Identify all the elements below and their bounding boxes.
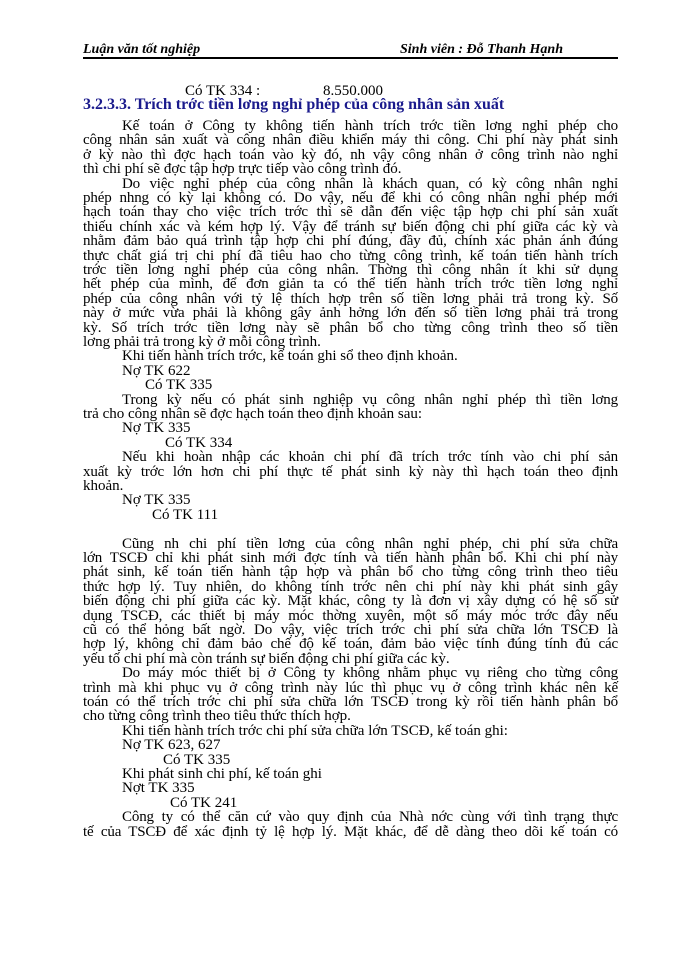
debit-entry: Nợ TK 335 bbox=[122, 420, 191, 437]
text-line: Do việc nghỉ phép của công nhân là khách quan, có kỳ công nhân nghỉ bbox=[122, 175, 618, 192]
entry-amount: 8.550.000 bbox=[323, 83, 383, 99]
header-thesis-title: Luận văn tốt nghiệp bbox=[83, 42, 201, 57]
credit-entry: Có TK 241 bbox=[170, 794, 238, 811]
credit-entry: Có TK 334 bbox=[165, 434, 233, 451]
text-line: thiếu chính xác và kém hợp lý. Vậy để tránh sự biến động chi phí giữa các kỳ và bbox=[83, 218, 618, 235]
header-student-name: Sinh viên : Đỗ Thanh Hạnh bbox=[400, 42, 563, 57]
debit-entry: Nợ TK 623, 627 bbox=[122, 737, 221, 754]
text-line: khoản. bbox=[83, 478, 124, 494]
text-line: hết phép của mình, để đơn giản ta có thể tiến hành trích trớc tiền lơng nghỉ bbox=[83, 276, 618, 293]
text-line: phát sinh, kế toán tiến hành tập hợp và phân bổ cho từng công trình theo tiêu bbox=[83, 564, 618, 581]
text-line: Nếu khi hoàn nhập các khoản chi phí đã trích trớc tính vào chi phí sản bbox=[122, 449, 618, 466]
text-line: cũ có thể hỏng bất ngờ. Do vậy, việc trích trớc chi phí sửa chữa lớn TSCĐ là bbox=[83, 622, 618, 638]
section-heading: 3.2.3.3. Trích trớc tiền lơng nghỉ phép của công nhân sản xuất bbox=[83, 96, 505, 113]
text-line: ở kỳ nào thì đợc hạch toán vào kỳ đó, nh vậy công nhân ở công trình nào nghỉ bbox=[83, 146, 618, 163]
header-divider bbox=[83, 57, 618, 59]
text-line: lơng phải trả trong kỳ ở mỗi công trình. bbox=[83, 334, 321, 350]
text-line: biến động chi phí giữa các kỳ. Mặt khác, công ty là đơn vị xây dựng có hệ số sử bbox=[83, 593, 618, 610]
credit-entry: Có TK 335 bbox=[145, 377, 213, 394]
text-line: công nhân sản xuất và công nhân điều khiển máy thi công. Chi phí này phát sinh bbox=[83, 132, 618, 149]
entry-credit-label: Có TK 334 : bbox=[185, 83, 261, 99]
text-line: trả cho công nhân sẽ đợc hạch toán theo định khoản sau: bbox=[83, 406, 423, 422]
text-line: Kế toán ở Công ty không tiến hành trích trớc tiền lơng nghỉ phép cho bbox=[122, 118, 618, 134]
text-line: Khi tiến hành trích trớc, kế toán ghi sổ theo định khoản. bbox=[122, 348, 458, 365]
text-line: thì chi phí sẽ đợc tập hợp trực tiếp vào công trình đó. bbox=[83, 161, 402, 178]
text-line: dụng TSCĐ, các thiết bị máy móc thờng xuyên, một số máy móc trớc đây nếu bbox=[83, 607, 618, 624]
text-line: toán có thể trích trớc chi phí sửa chữa lớn TSCĐ trong kỳ rồi tiến hành phân bổ bbox=[83, 694, 618, 710]
text-line: yếu tố chi phí mà còn tránh sự biến động chi phí giữa các kỳ. bbox=[83, 650, 450, 667]
text-line: nhằm đảm bảo quá trình tập hợp chi phí đúng, đầy đủ, chính xác phản ánh đúng bbox=[83, 233, 618, 250]
text-line: trớc tiền lơng nghỉ phép của công nhân. Thờng thì công nhân ít khi sử dụng bbox=[83, 262, 618, 278]
text-line: trình mà khi phục vụ ở công trình này lúc thì phục vụ ở công trình khác nên kế bbox=[83, 679, 618, 696]
text-line: thực chất giá trị chi phí đã tiêu hao cho từng công trình, kế toán tiến hành trích bbox=[83, 247, 618, 264]
text-line: xuất kỳ trớc lớn hơn chi phí thực tế phát sinh kỳ này thì hạch toán theo định bbox=[83, 463, 618, 480]
text-line: tế của TSCĐ để xác định tỷ lệ hợp lý. Mặt khác, để dễ dàng theo dõi kế toán có bbox=[83, 823, 618, 840]
debit-entry: Nợ TK 622 bbox=[122, 362, 191, 379]
credit-entry: Có TK 335 bbox=[163, 751, 231, 768]
text-line: Trong kỳ nếu có phát sinh nghiệp vụ công nhân nghỉ phép thì tiền lơng bbox=[122, 391, 618, 408]
text-line: Cũng nh chi phí tiền lơng của công nhân nghỉ phép, chi phí sửa chữa bbox=[122, 535, 618, 552]
text-line: kỳ. Số trích trớc tiền lơng này sẽ phân bổ cho từng công trình theo số tiền bbox=[83, 319, 618, 336]
text-line: hạch toán thay cho việc trích trớc thì sẽ dẫn đến việc tập hợp chi phí sản xuất bbox=[83, 204, 618, 221]
debit-entry: Nợ TK 335 bbox=[122, 492, 191, 509]
credit-entry: Có TK 111 bbox=[152, 506, 219, 523]
debit-entry: Khi phát sinh chi phí, kế toán ghi bbox=[122, 766, 322, 782]
text-line: thức hợp lý. Tuy nhiên, do không tính trớc nên chi phí này khi phát sinh gây bbox=[83, 578, 618, 595]
text-line: lớn TSCĐ chỉ khi phát sinh mới đợc tính và tiến hành phân bổ. Khi chi phí này bbox=[83, 550, 618, 566]
text-line: này ở mức vừa phải là không gây ảnh hởng lớn đến số tiền lơng phải trả trong bbox=[83, 305, 618, 322]
debit-entry: Nợt TK 335 bbox=[122, 780, 195, 797]
text-line: cho từng công trình theo tiêu thức thích hợp. bbox=[83, 708, 351, 725]
text-line: Do máy móc thiết bị ở Công ty không nhằm phục vụ riêng cho từng công bbox=[122, 665, 618, 682]
text-line: phép nhng có kỳ lại không có. Do vậy, nếu để khi có công nhân nghỉ phép mới bbox=[83, 190, 618, 206]
text-line: Khi tiến hành trích trớc chi phí sửa chữa lớn TSCĐ, kế toán ghi: bbox=[122, 722, 508, 739]
text-line: phép của công nhân với tỷ lệ thích hợp trên số tiền lơng phải trả trong kỳ. Số bbox=[83, 290, 618, 307]
text-line bbox=[83, 522, 618, 537]
text-line: Công ty có thể căn cứ vào quy định của Nhà nớc cùng với tình trạng thực bbox=[122, 809, 618, 826]
text-line: hợp lý, không chỉ đảm bảo chế độ kế toán, đảm bảo việc tính đúng tính đủ các bbox=[83, 636, 618, 653]
